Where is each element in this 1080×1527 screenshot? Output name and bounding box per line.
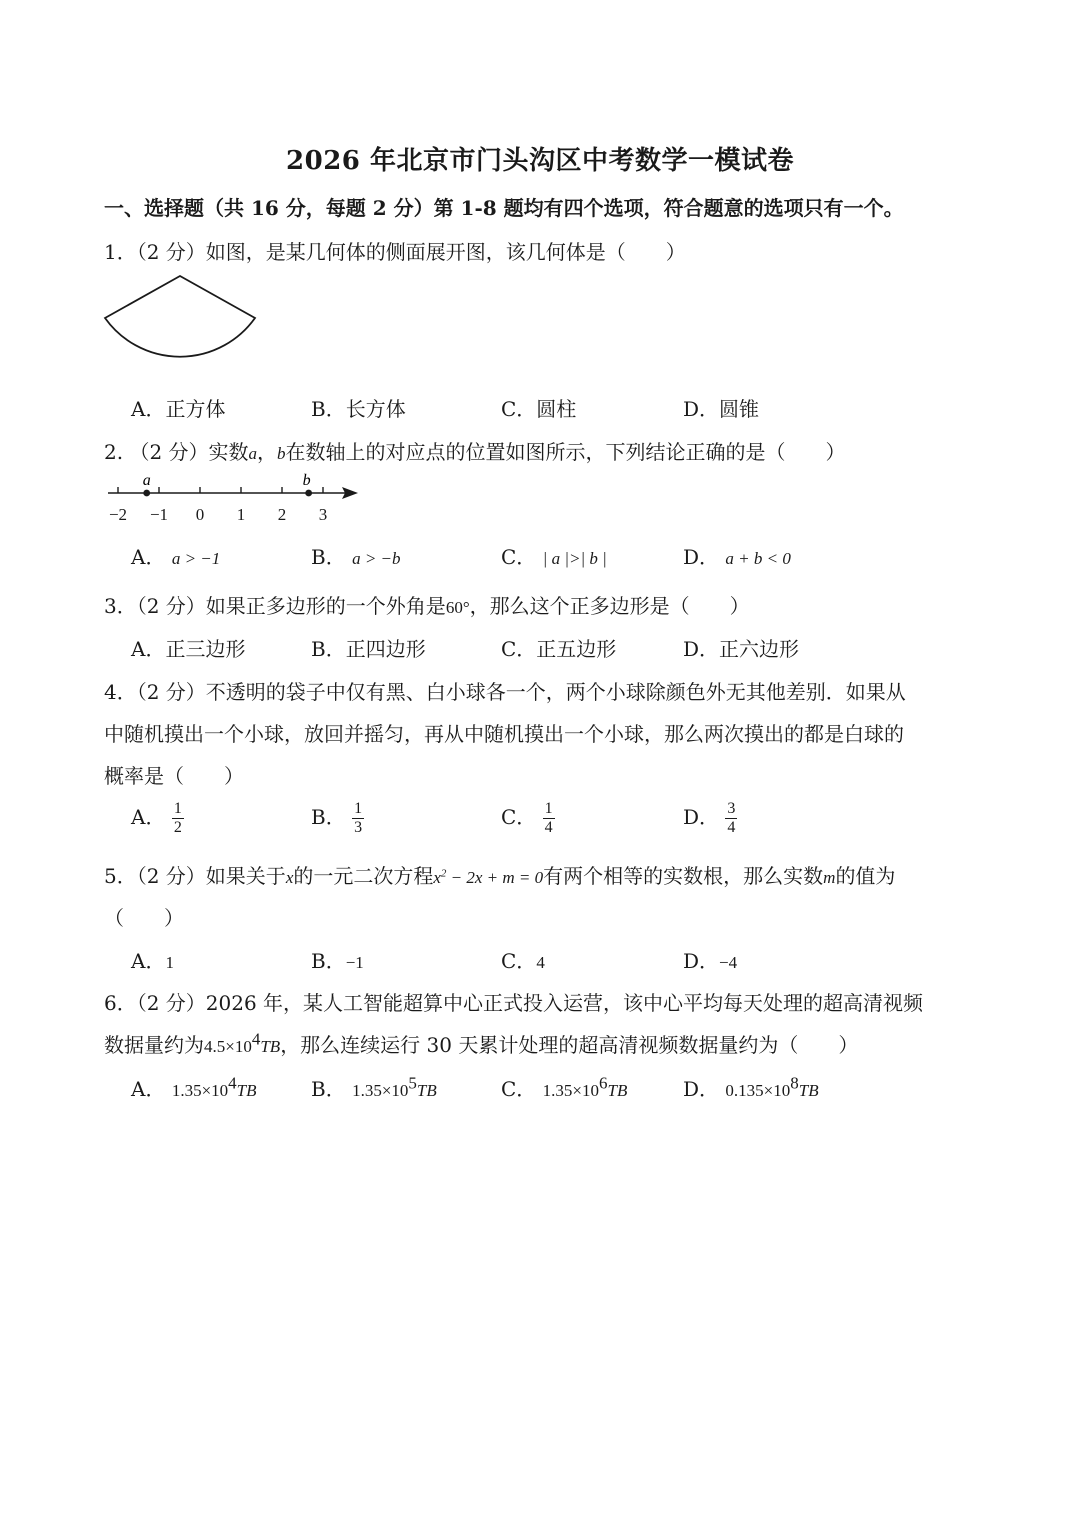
number-line-tick-label: 1 — [236, 505, 246, 524]
q6-option-d-letter: D． — [683, 1077, 720, 1101]
q4-option-c-letter: C． — [501, 805, 537, 829]
q2-option-a-expr: a > −1 — [171, 549, 221, 568]
q1-option-a: A．正方体 — [131, 397, 226, 421]
equation-x: x — [433, 868, 441, 887]
number-line-tick-label: −1 — [149, 505, 169, 524]
q4-option-b-letter: B． — [311, 805, 346, 829]
q2-option-b-letter: B． — [311, 545, 346, 569]
question-4-line-1: 4．（2 分）不透明的袋子中仅有黑、白小球各一个，两个小球除颜色外无其他差别．如果从 — [104, 680, 906, 704]
q2-stem-start: 2. （2 分）实数 — [104, 440, 249, 464]
q4-option-c — [501, 800, 555, 837]
q2-separator: ， — [257, 440, 278, 464]
q6-option-b — [311, 1073, 437, 1102]
q5-stem-mid: 的一元二次方程 — [293, 864, 434, 888]
number-line-tick-label: 2 — [277, 505, 287, 524]
q5-option-b-value: −1 — [345, 953, 364, 972]
q6-line-2-end: ，那么连续运行 30 天累计处理的超高清视频数据量约为（ ） — [280, 1033, 859, 1057]
equation-exponent: 2 — [440, 867, 447, 880]
q5-option-a — [131, 945, 174, 974]
q6-option-d-unit: TB — [798, 1081, 819, 1100]
point-b — [305, 490, 312, 497]
section-heading: 一、选择题（共 16 分，每题 2 分）第 1-8 题均有四个选项，符合题意的选项只有一个。 — [104, 196, 904, 220]
question-5-line-2: （ ） — [104, 906, 184, 930]
q1-option-d: D．圆锥 — [683, 397, 760, 421]
q3-option-b: B．正四边形 — [311, 637, 426, 661]
q4-option-b — [311, 800, 364, 837]
question-4-line-2: 中随机摸出一个小球，放回并摇匀，再从中随机摸出一个小球，那么两次摸出的都是白球的 — [104, 722, 904, 746]
sector-figure — [102, 272, 262, 384]
question-6-line-1: 6．（2 分）2026 年，某人工智能超算中心正式投入运营，该中心平均每天处理的超高清视频 — [104, 991, 924, 1015]
q5-option-d — [683, 945, 737, 974]
q6-option-b-exponent: 5 — [408, 1073, 417, 1093]
q4-option-a-letter: A． — [131, 805, 166, 829]
q6-option-c-letter: C． — [501, 1077, 537, 1101]
q2-option-d-expr: a + b < 0 — [725, 549, 791, 568]
exam-title: 2026 年北京市门头沟区中考数学一模试卷 — [286, 146, 794, 176]
question-4-line-3: 概率是（ ） — [104, 764, 244, 788]
point-a-label: a — [142, 472, 151, 489]
q2-option-c-letter: C． — [501, 545, 537, 569]
q5-option-b — [311, 945, 364, 974]
q6-quantity-unit: TB — [260, 1037, 281, 1056]
q2-option-d — [683, 541, 791, 570]
q5-stem-end: 的值为 — [835, 864, 896, 888]
q1-option-c: C．圆柱 — [501, 397, 577, 421]
point-a — [143, 490, 150, 497]
q6-option-c-unit: TB — [607, 1081, 628, 1100]
q6-option-c — [501, 1073, 627, 1102]
q2-option-c-expr: | a |>| b | — [542, 549, 607, 568]
fraction-denominator: 4 — [727, 819, 736, 836]
q5-option-c-letter: C． — [501, 949, 537, 973]
q5-equation — [433, 868, 543, 887]
q5-option-a-value: 1 — [165, 953, 174, 972]
fraction-numerator: 1 — [544, 800, 553, 817]
q6-option-c-base: 1.35×10 — [542, 1081, 600, 1100]
q5-stem-start: 5．（2 分）如果关于 — [104, 864, 286, 888]
question-3-stem — [104, 590, 750, 619]
fraction-numerator: 3 — [727, 800, 736, 817]
q3-option-c: C．正五边形 — [501, 637, 617, 661]
q3-option-a: A．正三边形 — [131, 637, 246, 661]
q5-option-c — [501, 945, 545, 974]
point-b-label: b — [302, 472, 311, 489]
q5-option-c-value: 4 — [536, 953, 545, 972]
number-line-tick-label: 3 — [318, 505, 328, 524]
fraction-denominator: 4 — [544, 819, 553, 836]
q4-option-c-fraction — [543, 800, 555, 837]
equation-rest: − 2x + m = 0 — [446, 868, 544, 887]
q6-option-a — [131, 1073, 257, 1102]
q2-option-a — [131, 541, 220, 570]
sector-shape — [105, 276, 255, 357]
q4-option-a — [131, 800, 184, 837]
number-line-tick-label: −2 — [108, 505, 128, 524]
q2-option-d-letter: D． — [683, 545, 720, 569]
q6-option-d-exponent: 8 — [790, 1073, 799, 1093]
question-5-stem — [104, 860, 895, 889]
q6-option-a-exponent: 4 — [228, 1073, 237, 1093]
q5-option-d-letter: D． — [683, 949, 720, 973]
q4-option-d-letter: D． — [683, 805, 720, 829]
q6-option-a-unit: TB — [236, 1081, 257, 1100]
q6-option-d-base: 0.135×10 — [725, 1081, 791, 1100]
q1-option-b: B．长方体 — [311, 397, 406, 421]
q6-quantity-base: 4.5×10 — [204, 1037, 252, 1056]
q2-option-b-expr: a > −b — [352, 549, 401, 568]
fraction-denominator: 2 — [173, 819, 182, 836]
fraction-numerator: 1 — [173, 800, 182, 817]
q6-line-2-start: 数据量约为 — [104, 1033, 204, 1057]
question-6-line-2 — [104, 1029, 858, 1058]
number-line — [100, 466, 370, 528]
q3-angle: 60° — [445, 598, 470, 617]
q6-option-b-letter: B． — [311, 1077, 346, 1101]
fraction-denominator: 3 — [354, 819, 363, 836]
q4-option-d-fraction — [725, 800, 737, 837]
q4-option-d — [683, 800, 737, 837]
q5-option-a-letter: A． — [131, 949, 166, 973]
q2-option-c — [501, 541, 607, 570]
q5-var-m: m — [823, 868, 836, 887]
q2-stem-end: 在数轴上的对应点的位置如图所示，下列结论正确的是（ ） — [285, 440, 846, 464]
question-2-stem — [104, 436, 846, 465]
question-1-stem: 1．（2 分）如图，是某几何体的侧面展开图，该几何体是（ ） — [104, 240, 686, 264]
q4-option-a-fraction — [172, 800, 184, 837]
q5-var-x: x — [285, 868, 294, 887]
q4-option-b-fraction — [352, 800, 364, 837]
fraction-numerator: 1 — [354, 800, 363, 817]
q2-option-b — [311, 541, 401, 570]
q5-option-d-value: −4 — [719, 953, 738, 972]
q6-option-b-base: 1.35×10 — [352, 1081, 409, 1100]
q6-quantity-exponent: 4 — [251, 1029, 261, 1049]
q2-var-a: a — [248, 444, 258, 463]
q5-stem-mid-2: 有两个相等的实数根，那么实数 — [543, 864, 824, 888]
q3-option-d: D．正六边形 — [683, 637, 800, 661]
q3-stem-start: 3．（2 分）如果正多边形的一个外角是 — [104, 594, 446, 618]
q2-option-a-letter: A． — [131, 545, 166, 569]
number-line-tick-label: 0 — [195, 505, 205, 524]
q3-stem-end: ，那么这个正多边形是（ ） — [469, 594, 750, 618]
q6-option-b-unit: TB — [416, 1081, 437, 1100]
q5-option-b-letter: B． — [311, 949, 346, 973]
q6-option-a-base: 1.35×10 — [171, 1081, 229, 1100]
q2-var-b: b — [277, 444, 286, 463]
q6-option-d — [683, 1073, 819, 1102]
q6-option-c-exponent: 6 — [599, 1073, 608, 1093]
q6-option-a-letter: A． — [131, 1077, 166, 1101]
